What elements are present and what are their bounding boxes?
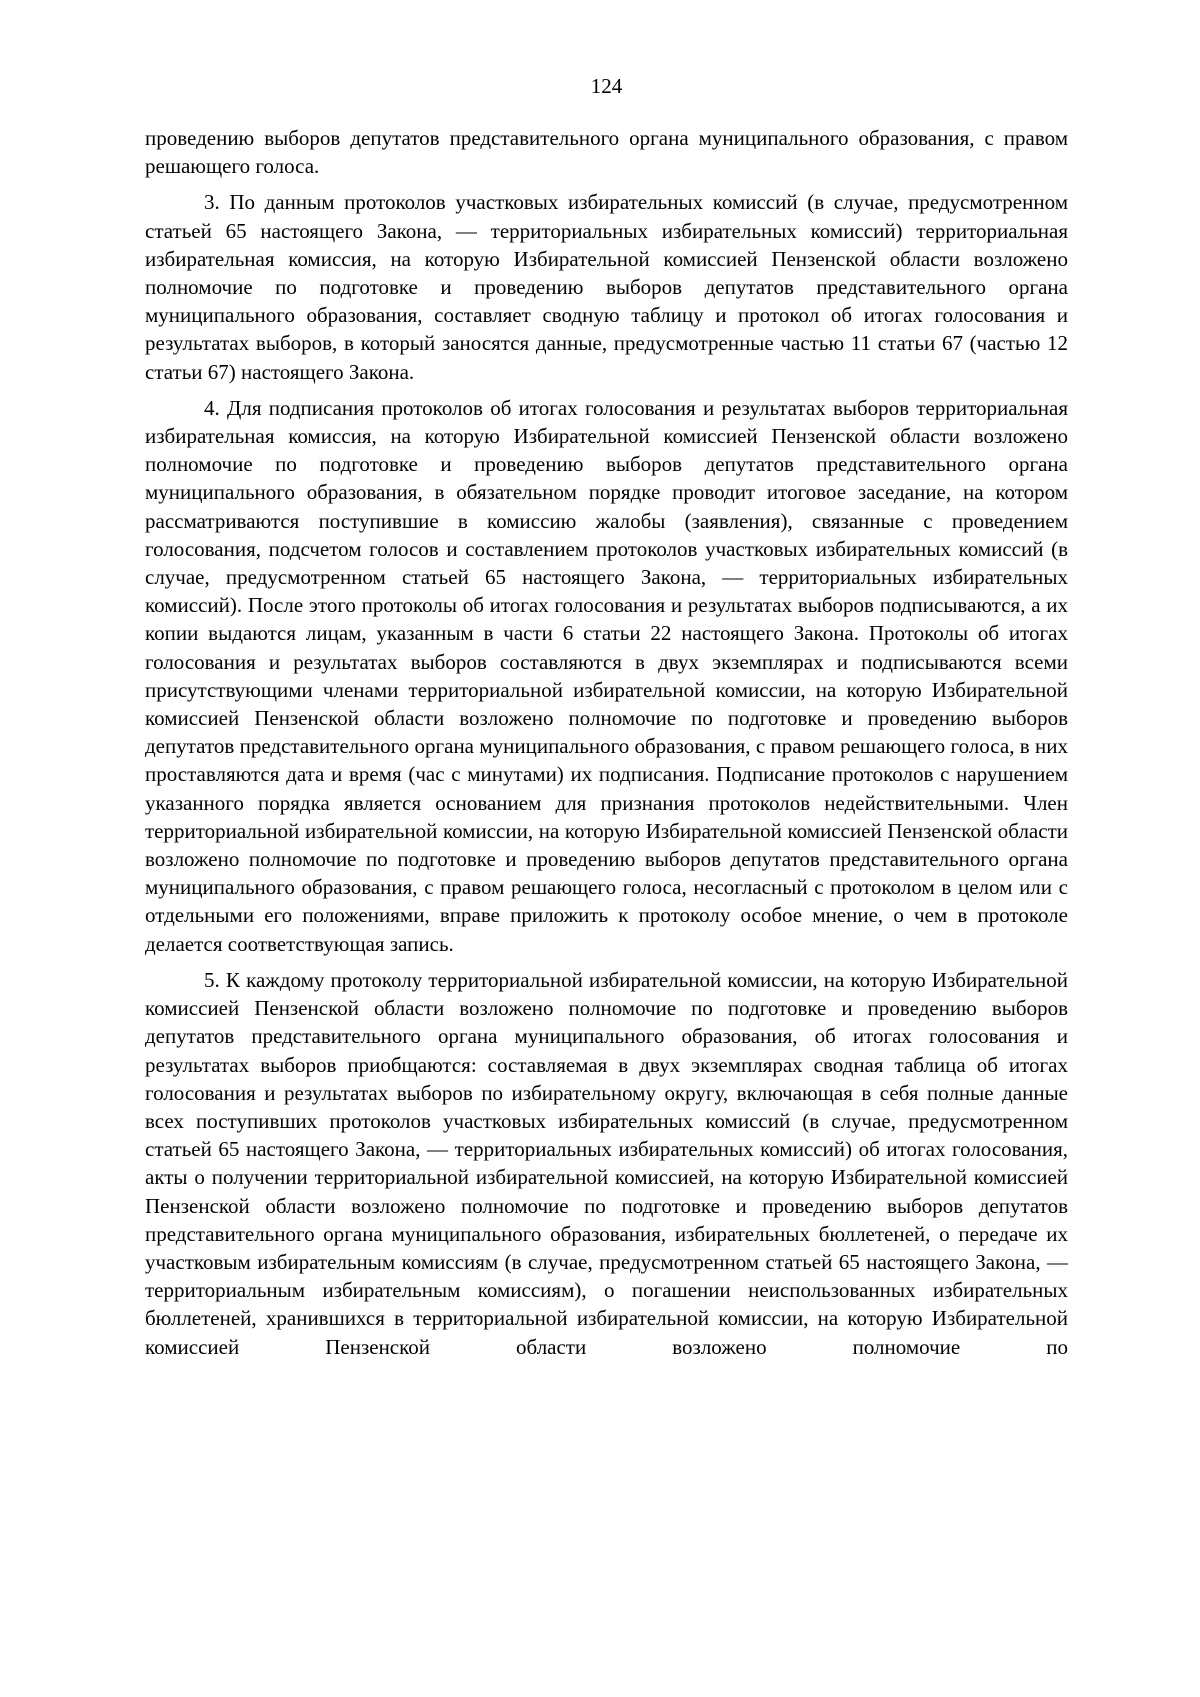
paragraph-item-4: 4. Для подписания протоколов об итогах голосования и результатах выборов территориальная избирательная комиссия, на которую Избирательной комиссией Пензенской области возложено полномочие по подготовке и проведению выборов депутатов представительного органа муниципального образования, в обязательном порядке проводит итоговое заседание, на котором рассматриваются поступившие в комиссию жалобы (заявления), связанные с проведением голосования, подсчетом голосов и составлением протоколов участковых избирательных комиссий (в случае, предусмотренном статьей 65 настоящего Закона, — территориальных избирательных комиссий). После этого протоколы об итогах голосования и результатах выборов подписываются, а их копии выдаются лицам, указанным в части 6 статьи 22 настоящего Закона. Протоколы об итогах голосования и результатах выборов составляются в двух экземплярах и подписываются всеми присутствующими членами территориальной избирательной комиссии, на которую Избирательной комиссией Пензенской области возложено полномочие по подготовке и проведению выборов депутатов представительного органа муниципального образования, с правом решающего голоса, в них проставляются дата и время (час с минутами) их подписания. Подписание протоколов с нарушением указанного порядка является основанием для признания протоколов недействительными. Член территориальной избирательной комиссии, на которую Избирательной комиссией Пензенской области возложено полномочие по подготовке и проведению выборов депутатов представительного органа муниципального образования, с правом решающего голоса, несогласный с протоколом в целом или с отдельными его положениями, вправе приложить к протоколу особое мнение, о чем в протоколе делается соответствующая запись. [145,395,1068,956]
paragraph-item-3: 3. По данным протоколов участковых избирательных комиссий (в случае, предусмотренном статьей 65 настоящего Закона, — территориальных избирательных комиссий) территориальная избирательная комиссия, на которую Избирательной комиссией Пензенской области возложено полномочие по подготовке и проведению выборов депутатов представительного органа муниципального образования, составляет сводную таблицу и протокол об итогах голосования и результатах выборов, в который заносятся данные, предусмотренные частью 11 статьи 67 (частью 12 статьи 67) настоящего Закона. [145,190,1068,384]
paragraph-item-5: 5. К каждому протоколу территориальной избирательной комиссии, на которую Избирательной комиссией Пензенской области возложено полномочие по подготовке и проведению выборов депутатов представительного органа муниципального образования, об итогах голосования и результатах выборов приобщаются: составляемая в двух экземплярах сводная таблица об итогах голосования и результатах выборов по избирательному округу, включающая в себя полные данные всех поступивших протоколов участковых избирательных комиссий (в случае, предусмотренном статьей 65 настоящего Закона, — территориальных избирательных комиссий) об итогах голосования, акты о получении территориальной избирательной комиссией, на которую Избирательной комиссией Пензенской области возложено полномочие по подготовке и проведению выборов депутатов представительного органа муниципального образования, избирательных бюллетеней, о передаче их участковым избирательным комиссиям (в случае, предусмотренном статьей 65 настоящего Закона, — территориальным избирательным комиссиям), о погашении неиспользованных избирательных бюллетеней, хранившихся в территориальной избирательной комиссии, на которую Избирательной комиссией Пензенской области возложено полномочие по [145,967,1068,1359]
document-page [145,74,1068,1369]
paragraph-continuation: проведению выборов депутатов представительного органа муниципального образования, с правом решающего голоса. [145,126,1068,179]
page-number: 124 [590,74,623,98]
